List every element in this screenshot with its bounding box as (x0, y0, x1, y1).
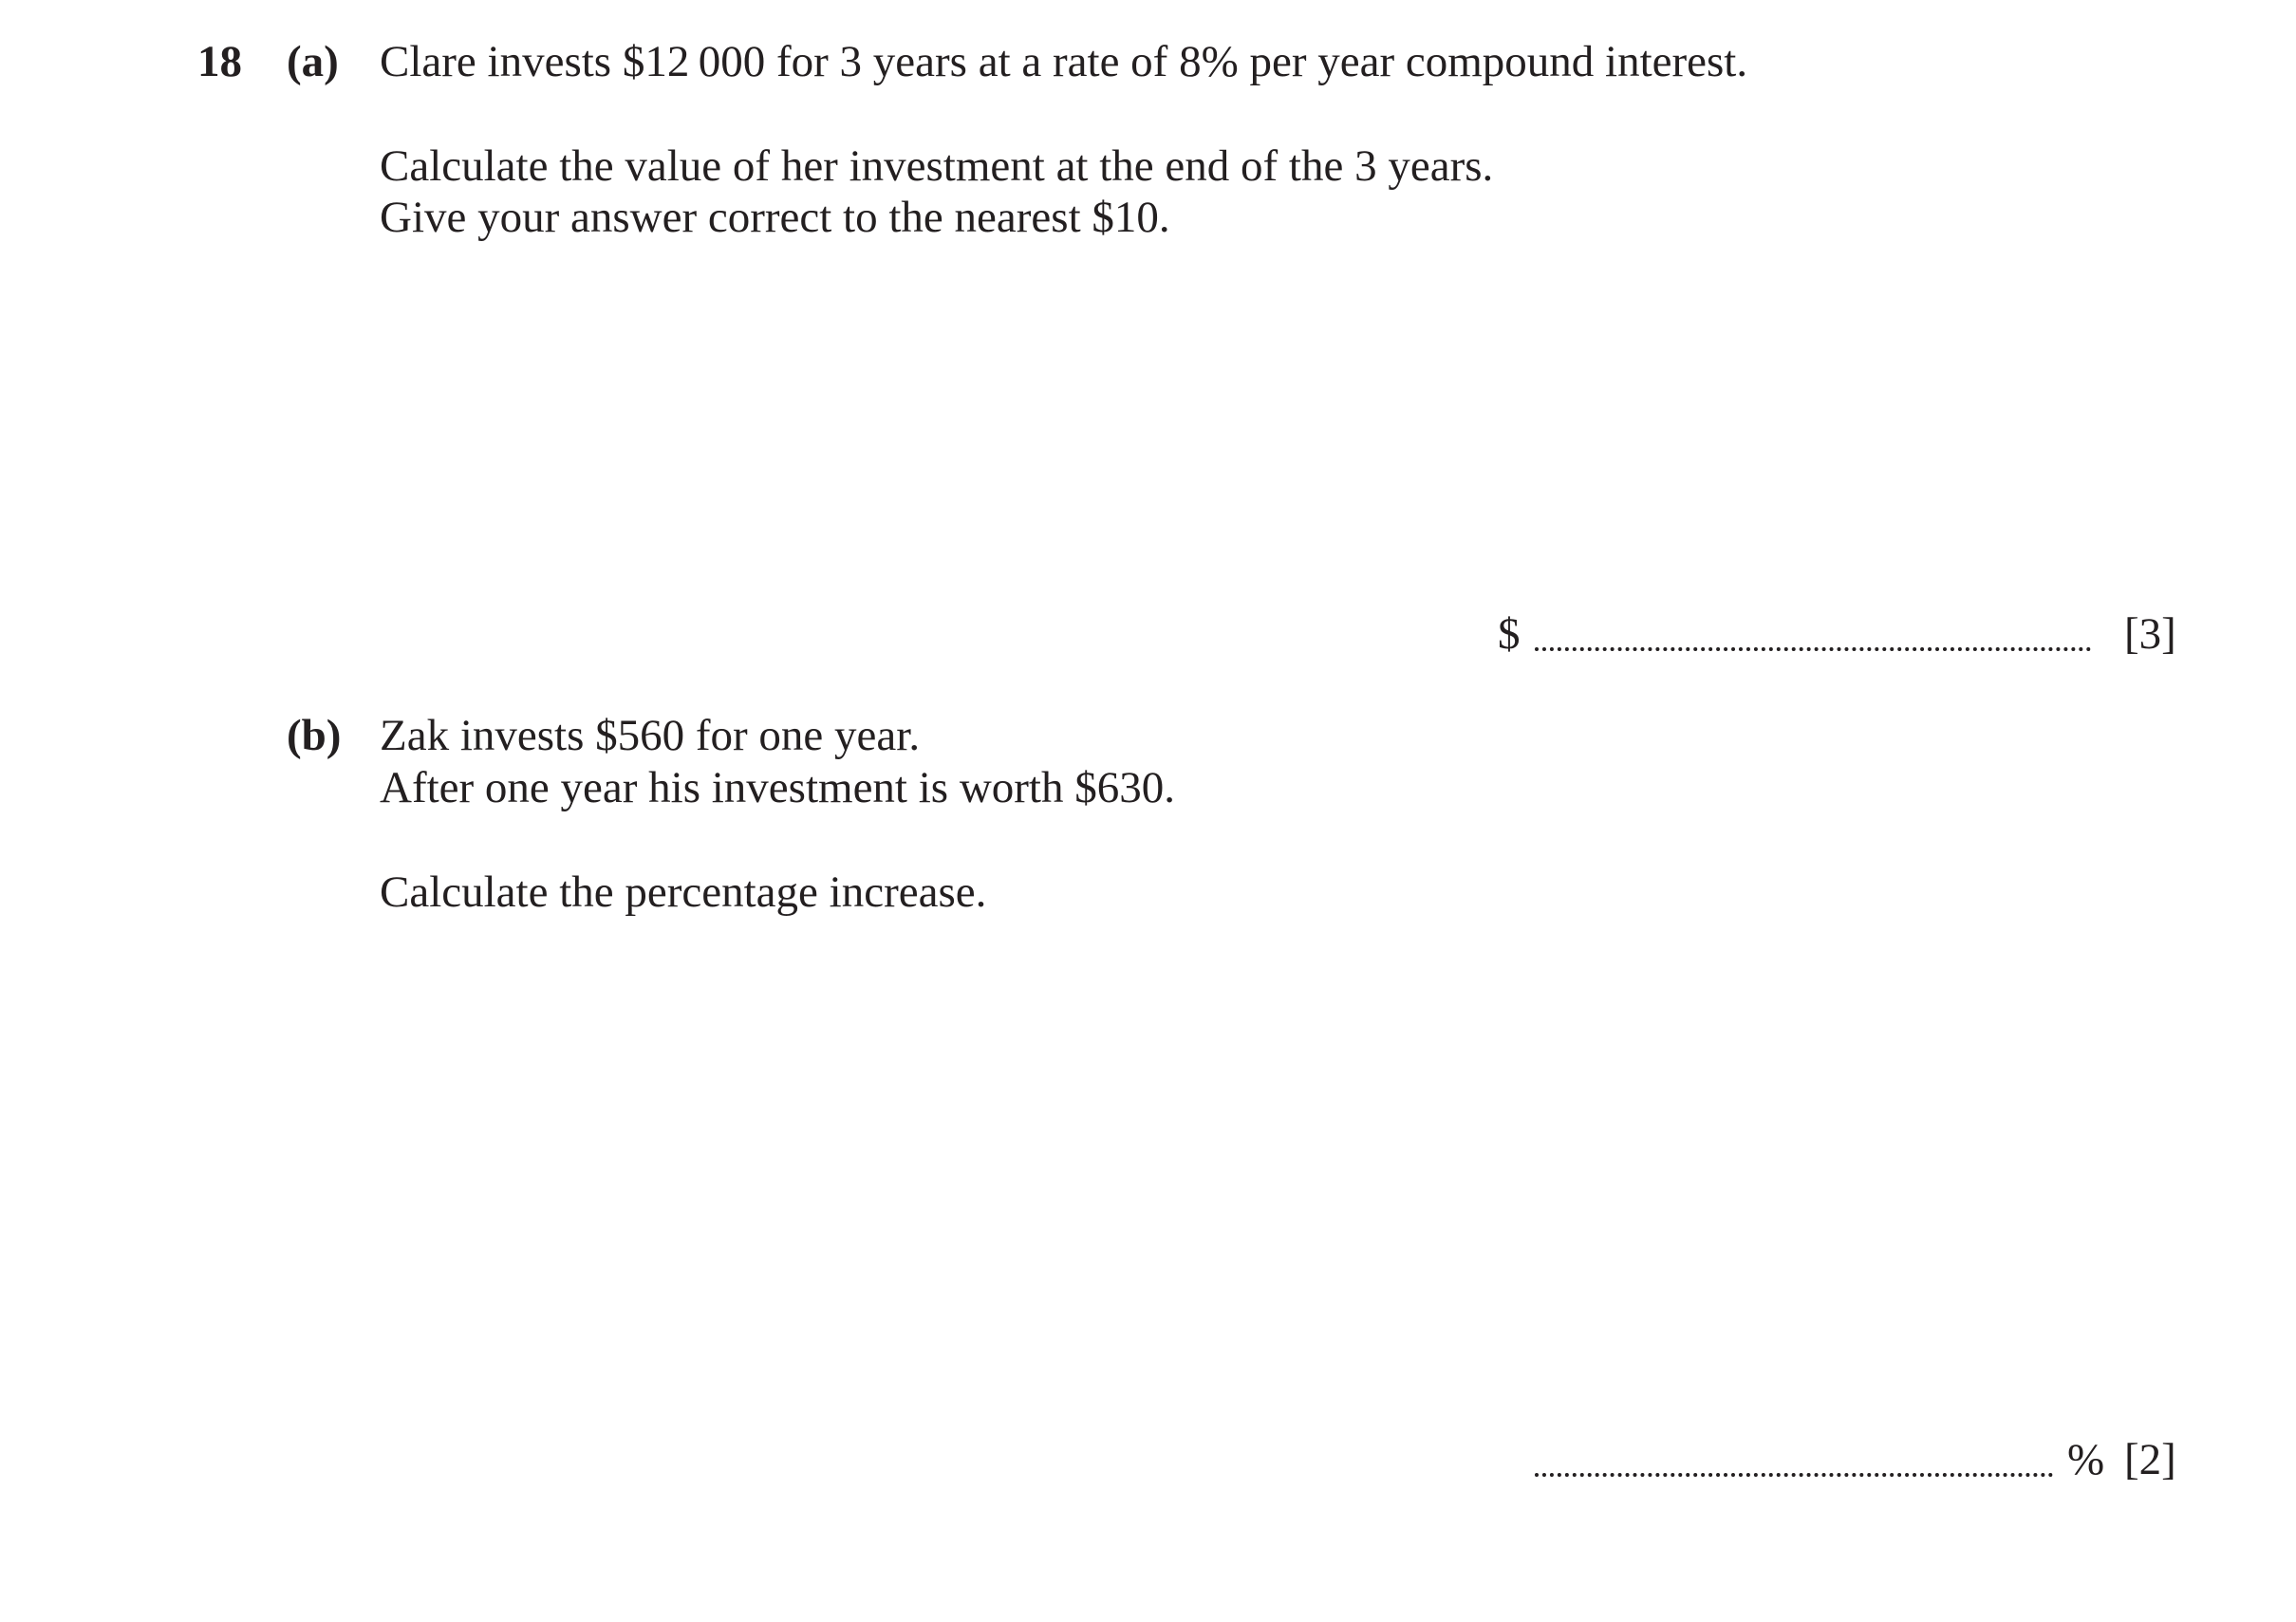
answer-b-line[interactable] (1535, 1473, 2053, 1477)
part-a-marks: [3] (2124, 609, 2176, 659)
answer-a-dollar-sign: $ (1498, 609, 1521, 659)
part-a-rounding-instruction: Give your answer correct to the nearest $10. (380, 193, 1170, 242)
part-b-statement: Zak invests $560 for one year. (380, 711, 921, 760)
part-b-instruction: Calculate the percentage increase. (380, 867, 987, 917)
part-a-instruction: Calculate the value of her investment at the end of the 3 years. (380, 141, 1494, 191)
answer-b-percent-sign: % (2067, 1435, 2105, 1484)
part-b-statement-2: After one year his investment is worth $630. (380, 763, 1175, 812)
part-a-statement: Clare invests $12 000 for 3 years at a rate of 8% per year compound interest. (380, 37, 1748, 86)
answer-a-line[interactable] (1535, 647, 2091, 651)
part-a-label: (a) (287, 37, 339, 86)
question-number: 18 (197, 37, 242, 86)
part-b-label: (b) (287, 711, 342, 760)
part-b-marks: [2] (2124, 1435, 2176, 1484)
